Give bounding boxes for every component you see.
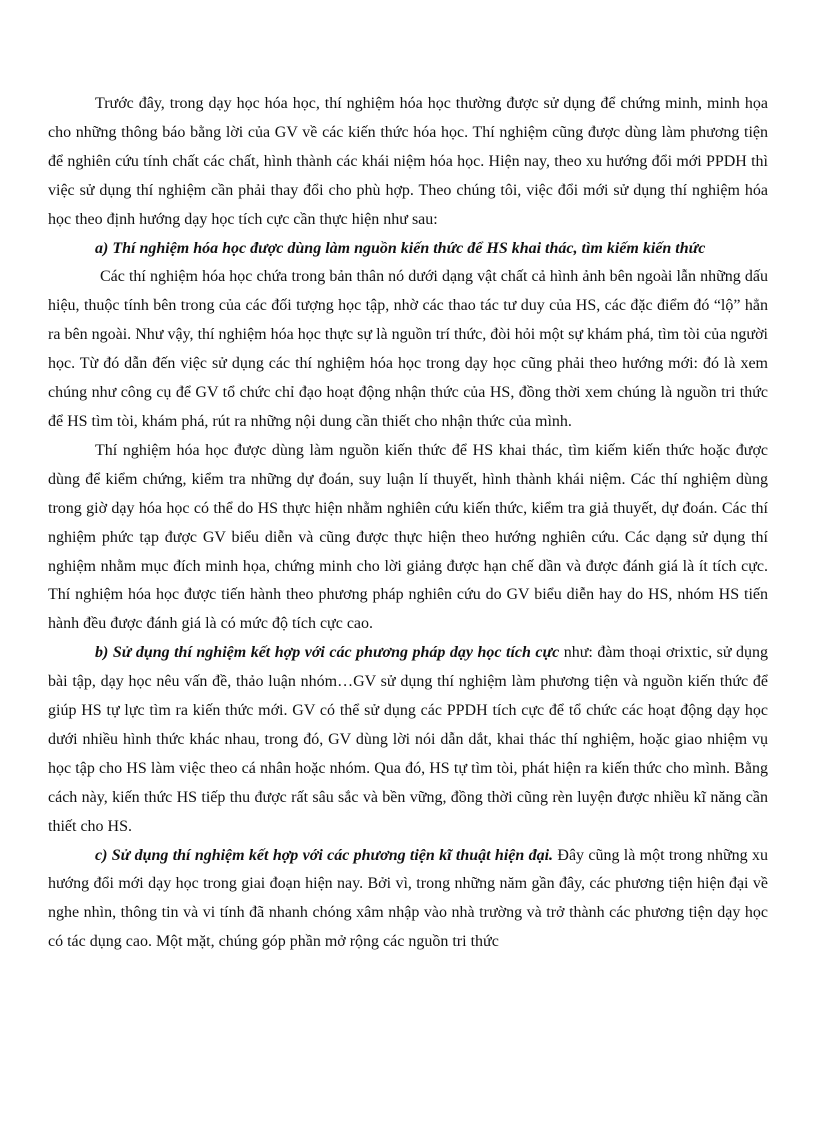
document-page: [48, 90, 768, 957]
section-a-paragraph-1: Các thí nghiệm hóa học chứa trong bản thân nó dưới dạng vật chất cả hình ảnh bên ngoài lẫn những dấu hiệu, thuộc tính bên trong của các đối tượng học tập, nhờ các thao tác tư duy của HS, các đặc điểm đó “lộ” hẳn ra bên ngoài. Như vậy, thí nghiệm hóa học thực sự là nguồn trí thức, đòi hỏi một sự khám phá, tìm tòi của người học. Từ đó dẫn đến việc sử dụng các thí nghiệm hóa học trong dạy học cũng phải theo hướng mới: đó là xem chúng như công cụ để GV tổ chức chỉ đạo hoạt động nhận thức của HS, đồng thời xem chúng là nguồn tri thức để HS tìm tòi, khám phá, rút ra những nội dung cần thiết cho nhận thức của mình.: [48, 268, 768, 430]
section-b-paragraph: [48, 639, 768, 841]
intro-paragraph: Trước đây, trong dạy học hóa học, thí nghiệm hóa học thường được sử dụng để chứng minh, minh họa cho những thông báo bằng lời của GV về các kiến thức hóa học. Thí nghiệm cũng được dùng làm phương tiện để nghiên cứu tính chất các chất, hình thành các khái niệm hóa học. Hiện nay, theo xu hướng đổi mới PPDH thì việc sử dụng thí nghiệm cần phải thay đổi cho phù hợp. Theo chúng tôi, việc đổi mới sử dụng thí nghiệm hóa học theo định hướng dạy học tích cực cần thực hiện như sau:: [48, 95, 768, 228]
section-b-text: như: đàm thoại ơrixtic, sử dụng bài tập, dạy học nêu vấn đề, thảo luận nhóm…GV sử dụng thí nghiệm làm phương tiện và nguồn kiến thức để giúp HS tự lực tìm ra kiến thức mới. GV có thể sử dụng các PPDH tích cực để tổ chức các hoạt động dạy học dưới nhiều hình thức khác nhau, trong đó, GV dùng lời nói dẫn dắt, khai thác thí nghiệm, hoặc giao nhiệm vụ học tập cho HS làm việc theo cá nhân hoặc nhóm. Qua đó, HS tự tìm tòi, phát hiện ra kiến thức cho mình. Bằng cách này, kiến thức HS tiếp thu được rất sâu sắc và bền vững, đồng thời cũng rèn luyện được nhiều kĩ năng cần thiết cho HS.: [48, 644, 769, 835]
section-a-paragraph-2: Thí nghiệm hóa học được dùng làm nguồn kiến thức để HS khai thác, tìm kiếm kiến thức hoặc được dùng để kiểm chứng, kiểm tra những dự đoán, suy luận lí thuyết, hình thành khái niệm. Các thí nghiệm dùng trong giờ dạy hóa học có thể do HS thực hiện nhằm nghiên cứu kiến thức, kiểm tra giả thuyết, dự đoán. Các thí nghiệm phức tạp được GV biểu diễn và cũng được thực hiện theo hướng nghiên cứu. Các dạng sử dụng thí nghiệm nhằm mục đích minh họa, chứng minh cho lời giảng được hạn chế dần và được đánh giá là ít tích cực. Thí nghiệm hóa học được tiến hành theo phương pháp nghiên cứu do GV biểu diễn hay do HS, nhóm HS tiến hành đều được đánh giá là có mức độ tích cực cao.: [48, 441, 768, 633]
section-b-lead: b) Sử dụng thí nghiệm kết hợp với các phương pháp dạy học tích cực: [95, 644, 560, 662]
section-c-text: Đây cũng là một trong những xu hướng đổi mới dạy học trong giai đoạn hiện nay. Bởi vì, trong những năm gần đây, các phương tiện hiện đại về nghe nhìn, thông tin và vi tính đã nhanh chóng xâm nhập vào nhà trường và trở thành các phương tiện dạy học có tác dụng cao. Một mặt, chúng góp phần mở rộng các nguồn tri thức: [48, 846, 769, 951]
section-c-lead: c) Sử dụng thí nghiệm kết hợp với các phương tiện kĩ thuật hiện đại.: [95, 846, 554, 864]
section-a-heading: a) Thí nghiệm hóa học được dùng làm nguồn kiến thức để HS khai thác, tìm kiếm kiến thức: [95, 239, 706, 257]
section-c-paragraph: [48, 842, 768, 958]
